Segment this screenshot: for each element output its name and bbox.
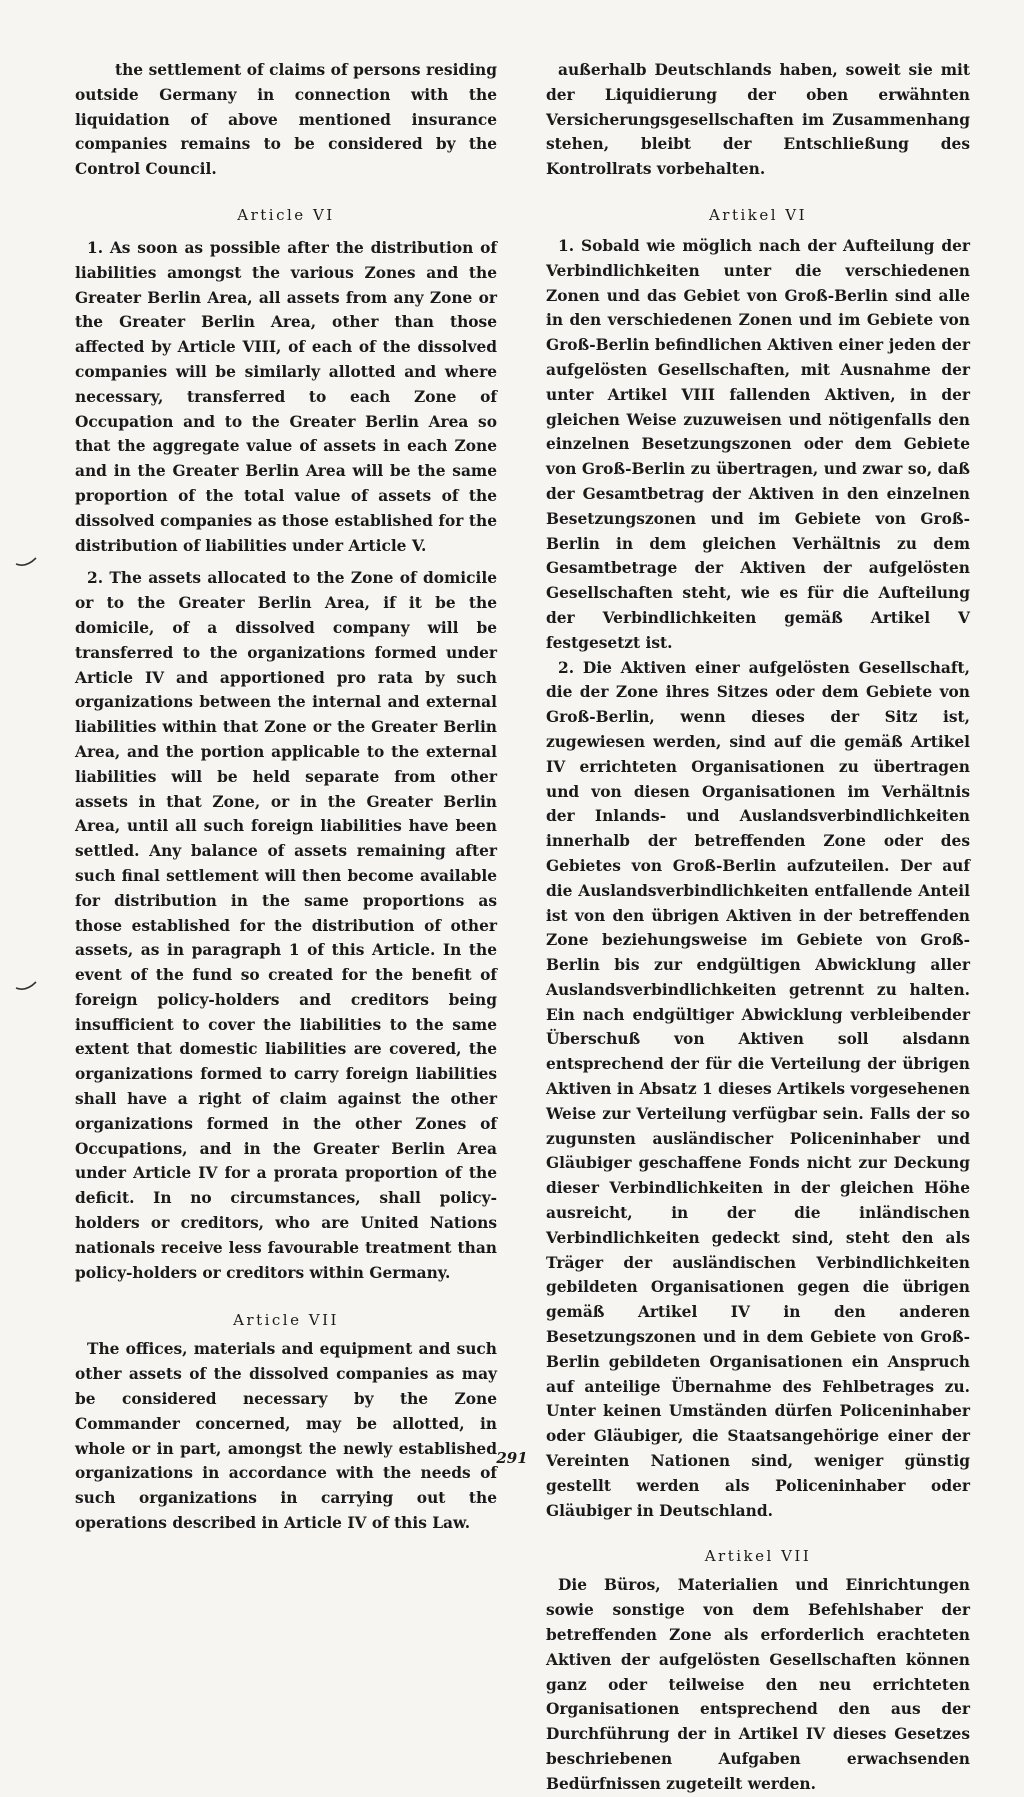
artikel-vi-heading: Artikel VI bbox=[708, 205, 808, 224]
german-column bbox=[546, 58, 970, 1797]
article-vi-paragraph-1: 1. As soon as possible after the distribution of liabilities amongst the various Zones and the Greater Berlin Area, all assets from any Zone or the Greater Berlin Area, other than those affected by Article VIII, of each of the dissolved companies will be similarly allotted and where necessary, transferred to each Zone of Occupation and to the Greater Berlin Area so that the aggregate value of assets in each Zone and in the Greater Berlin Area will be the same proportion of the total value of assets of the dissolved companies as those established for the distribution of liabilities under Article V. bbox=[75, 238, 497, 555]
article-vii-heading: Article VII bbox=[233, 1311, 339, 1330]
margin-pencil-mark-icon bbox=[14, 980, 38, 992]
artikel-vii-paragraph-1: Die Büros, Materialien und Einrichtungen sowie sonstige von dem Befehlshaber der betreffenden Zone als erforderlich erachteten Aktiven der aufgelösten Gesellschaften können ganz oder teilweise den neu errichteten Organisationen entsprechend den aus der Durchführung der in Artikel IV dieses Gesetzes beschriebenen Aufgaben erwachsenden Bedürfnissen zugeteilt werden. bbox=[546, 1576, 970, 1793]
article-vi-heading: Article VI bbox=[237, 205, 335, 224]
article-vii-paragraph-1: The offices, materials and equipment and such other assets of the dissolved companies as may be considered necessary by the Zone Commander concerned, may be allotted, in whole or in part, amongst the newly established organizations in accordance with the needs of such organizations in carrying out the operations described in Article IV of this Law. bbox=[75, 1340, 497, 1533]
artikel-vii-heading: Artikel VII bbox=[704, 1547, 812, 1566]
page-number: 291 bbox=[496, 1449, 528, 1467]
continuation-paragraph-en: the settlement of claims of persons residing outside Germany in connection with the liquidation of above mentioned insurance companies remains to be considered by the Control Council. bbox=[75, 61, 497, 179]
article-vi-paragraph-2: 2. The assets allocated to the Zone of domicile or to the Greater Berlin Area, if it be the domicile, of a dissolved company will be transferred to the organizations formed under Article IV and apportioned pro rata by such organizations between the internal and external liabilities within that Zone or the Greater Berlin Area, and the portion applicable to the external liabilities will be held separate from other assets in that Zone, or in the Greater Berlin Area, until all such foreign liabilities have been settled. Any balance of assets remaining after such final settlement will then become available for distribution in the same proportions as those established for the distribution of other assets, as in paragraph 1 of this Article. In the event of the fund so created for the benefit of foreign policy-holders and creditors being insufficient to cover the liabilities to the same extent that domestic liabilities are covered, the organizations formed to carry foreign liabilities shall have a right of claim against the other organizations formed in the other Zones of Occupations, and in the Greater Berlin Area under Article IV for a prorata proportion of the deficit. In no circumstances, shall policy- holders or creditors, who are United Nations nationals receive less favourable treatment than policy-holders or creditors within Germany. bbox=[75, 569, 497, 1282]
english-column bbox=[75, 58, 497, 1536]
artikel-vi-paragraph-1: 1. Sobald wie möglich nach der Aufteilung der Verbindlichkeiten unter die verschiedenen Zonen und das Gebiet von Groß-Berlin sind alle in den verschiedenen Zonen und im Gebiete von Groß-Berlin befindlichen Aktiven einer jeden der aufgelösten Gesellschaften, mit Ausnahme der unter Artikel VIII fallenden Aktiven, in der gleichen Weise zuzuweisen und nötigenfalls den einzelnen Besetzungszonen oder dem Gebiete von Groß-Berlin zu übertragen, und zwar so, daß der Gesamtbetrag der Aktiven in den einzelnen Besetzungszonen und im Gebiete von Groß-Berlin in dem gleichen Verhältnis zu dem Gesamtbetrage der Aktiven der aufgelösten Gesellschaften steht, wie es für die Aufteilung der Verbindlichkeiten gemäß Artikel V festgesetzt ist. bbox=[546, 236, 970, 652]
margin-pencil-mark-icon bbox=[14, 556, 38, 568]
continuation-paragraph-de: außerhalb Deutschlands haben, soweit sie mit der Liquidierung der oben erwähnten Versicherungsgesellschaften im Zusammenhang stehen, bleibt der Entschließung des Kontrollrats vorbehalten. bbox=[546, 61, 970, 179]
artikel-vi-paragraph-2: 2. Die Aktiven einer aufgelösten Gesellschaft, die der Zone ihres Sitzes oder dem Gebiete von Groß-Berlin, wenn dieses der Sitz ist, zugewiesen werden, sind auf die gemäß Artikel IV errichteten Organisationen zu übertragen und von diesen Organisationen im Verhältnis der Inlands- und Auslandsverbindlichkeiten innerhalb der betreffenden Zone oder des Gebietes von Groß-Berlin aufzuteilen. Der auf die Auslandsverbindlichkeiten entfallende Anteil ist von den übrigen Aktiven in der betreffenden Zone beziehungsweise im Gebiete von Groß-Berlin bis zur endgültigen Abwicklung aller Auslandsverbindlichkeiten getrennt zu halten. Ein nach endgültiger Abwicklung verbleibender Überschuß von Aktiven soll alsdann entsprechend der für die Verteilung der übrigen Aktiven in Absatz 1 dieses Artikels vorgesehenen Weise zur Verteilung verfügbar sein. Falls der so zugunsten ausländischer Policeninhaber und Gläubiger geschaffene Fonds nicht zur Deckung dieser Verbindlichkeiten in der gleichen Höhe ausreicht, in der die inländischen Verbindlichkeiten gedeckt sind, steht den als Träger der ausländischen Verbindlichkeiten gebildeten Organisationen gegen die übrigen gemäß Artikel IV in den anderen Besetzungszonen und in dem Gebiete von Groß-Berlin gebildeten Organisationen ein Anspruch auf anteilige Übernahme des Fehlbetrages zu. Unter keinen Umständen dürfen Policeninhaber oder Gläubiger, die Staatsangehörige einer der Vereinten Nationen sind, weniger günstig gestellt werden als Policeninhaber oder Gläubiger in Deutschland. bbox=[546, 658, 970, 1520]
